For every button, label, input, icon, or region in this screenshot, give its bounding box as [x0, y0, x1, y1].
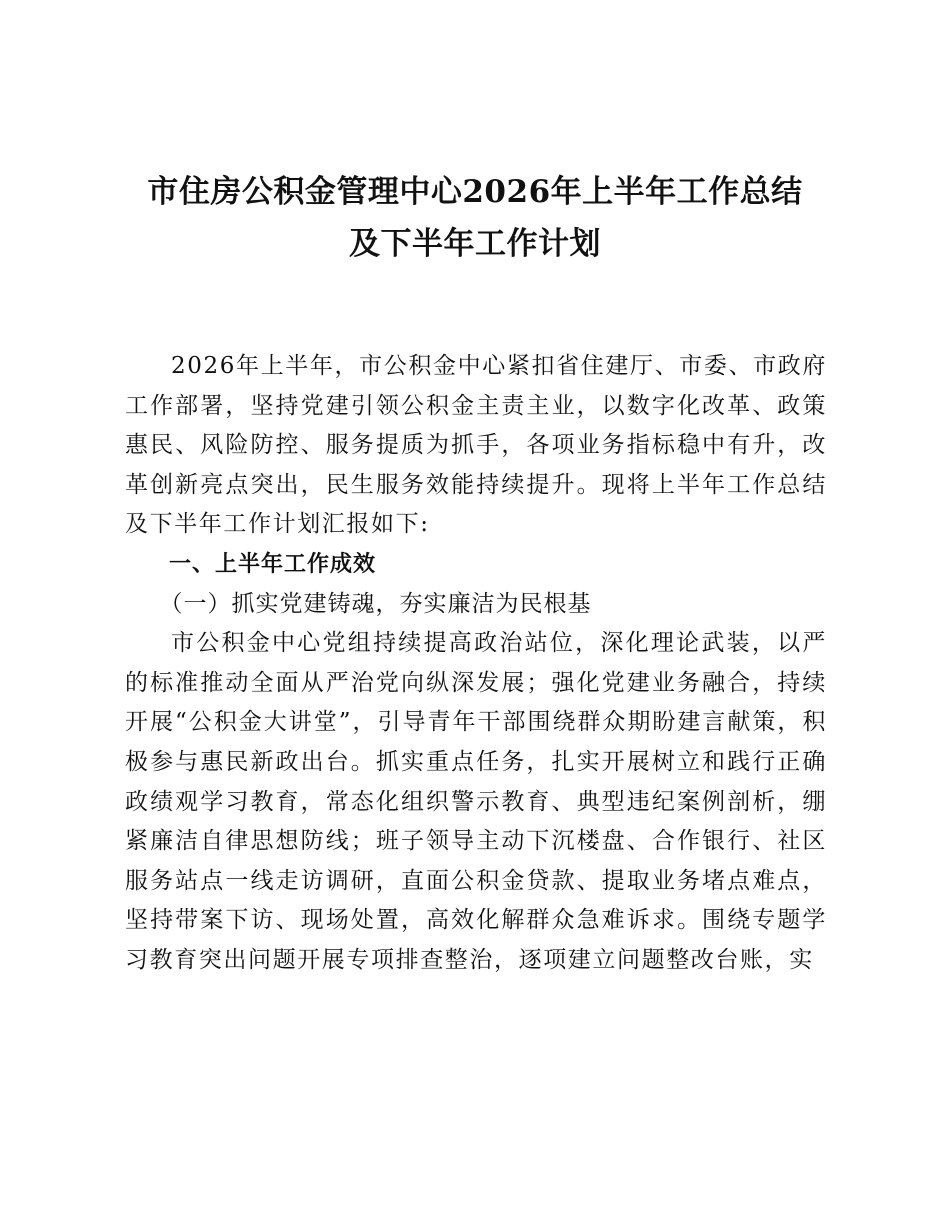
- title-line-2: 及下半年工作计划: [349, 226, 601, 262]
- document-title: [120, 166, 830, 270]
- subsection-paragraph: 市公积金中心党组持续提高政治站位，深化理论武装，以严的标准推动全面从严治党向纵深发展；强化党建业务融合，持续开展“公积金大讲堂”，引导青年干部围绕群众期盼建言献策，积极参与惠民新政出台。抓实重点任务，扎实开展树立和践行正确政绩观学习教育，常态化组织警示教育、典型违纪案例剖析，绷紧廉洁自律思想防线；班子领导主动下沉楼盘、合作银行、社区服务站点一线走访调研，直面公积金贷款、提取业务堵点难点，坚持带案下访、现场处置，高效化解群众急难诉求。围绕专题学习教育突出问题开展专项排查整治，逐项建立问题整改台账，实: [125, 630, 827, 973]
- intro-paragraph: 2026年上半年，市公积金中心紧扣省住建厅、市委、市政府工作部署，坚持党建引领公积金主责主业，以数字化改革、政策惠民、风险防控、服务提质为抓手，各项业务指标稳中有升，改革创新亮点突出，民生服务效能持续提升。现将上半年工作总结及下半年工作计划汇报如下:: [125, 353, 827, 538]
- document-body: [125, 347, 827, 981]
- subsection-heading: （一）抓实党建铸魂，夯实廉洁为民根基: [159, 590, 592, 617]
- section-heading: 一、上半年工作成效: [169, 551, 377, 577]
- title-line-1: 市住房公积金管理中心2026年上半年工作总结: [147, 174, 803, 210]
